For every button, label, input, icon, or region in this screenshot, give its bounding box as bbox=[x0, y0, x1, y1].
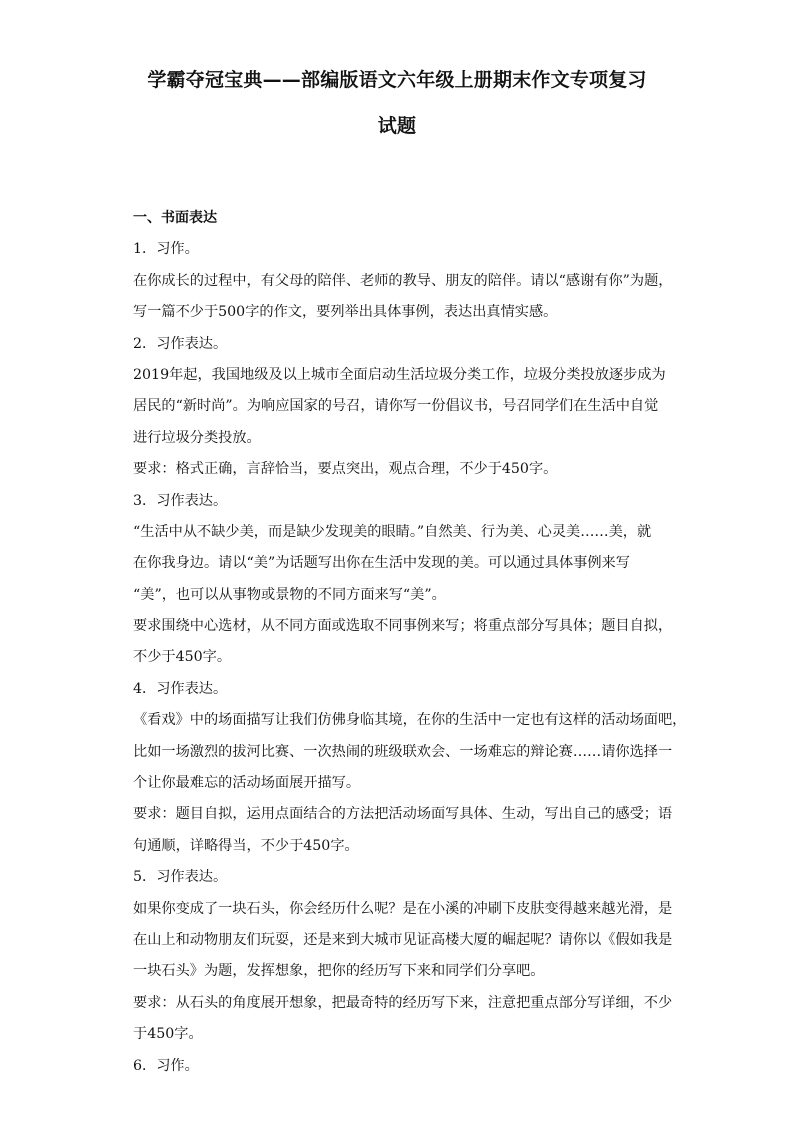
question-5-requirement: 要求：从石头的角度展开想象，把最奇特的经历写下来，注意把重点部分写详细，不少 bbox=[133, 994, 673, 1011]
question-1-label: 1．习作。 bbox=[133, 241, 199, 258]
question-4-requirement: 要求：题目自拟，运用点面结合的方法把活动场面写具体、生动，写出自己的感受；语 bbox=[133, 806, 673, 823]
question-3-text: “生活中从不缺少美，而是缺少发现美的眼睛。”自然美、行为美、心灵美……美，就 bbox=[133, 523, 652, 540]
question-5-text: 在山上和动物朋友们玩耍，还是来到大城市见证高楼大厦的崛起呢？请你以《假如我是 bbox=[133, 931, 673, 948]
document-body bbox=[133, 203, 687, 1082]
question-1-text: 在你成长的过程中，有父母的陪伴、老师的教导、朋友的陪伴。请以“感谢有你”为题， bbox=[133, 272, 673, 289]
question-3-label: 3．习作表达。 bbox=[133, 492, 228, 509]
question-2-text: 进行垃圾分类投放。 bbox=[133, 429, 261, 446]
question-3-requirement: 不少于450字。 bbox=[133, 649, 232, 666]
question-5-text: 如果你变成了一块石头，你会经历什么呢？是在小溪的冲刷下皮肤变得越来越光滑，是 bbox=[133, 900, 673, 917]
question-4-requirement: 句通顺，详略得当，不少于450字。 bbox=[133, 837, 359, 854]
question-2-text: 居民的“新时尚”。为响应国家的号召，请你写一份倡议书，号召同学们在生活中自觉 bbox=[133, 398, 659, 415]
document-title-line-2: 试题 bbox=[377, 115, 417, 137]
question-3-text: “美”，也可以从事物或景物的不同方面来写“美”。 bbox=[133, 586, 446, 603]
question-5-text: 一块石头》为题，发挥想象，把你的经历写下来和同学们分享吧。 bbox=[133, 963, 545, 980]
question-5-label: 5．习作表达。 bbox=[133, 869, 228, 886]
section-heading: 一、书面表达 bbox=[133, 210, 217, 226]
question-4-text: 比如一场激烈的拔河比赛、一次热闹的班级联欢会、一场难忘的辩论赛……请你选择一 bbox=[133, 743, 673, 760]
question-5-requirement: 于450字。 bbox=[133, 1026, 203, 1043]
question-2-text: 2019年起，我国地级及以上城市全面启动生活垃圾分类工作，垃圾分类投放逐步成为 bbox=[133, 366, 666, 383]
question-6-label: 6．习作。 bbox=[133, 1057, 199, 1074]
question-3-requirement: 要求围绕中心选材，从不同方面或选取不同事例来写；将重点部分写具体；题目自拟， bbox=[133, 618, 673, 635]
question-4-label: 4．习作表达。 bbox=[133, 680, 228, 697]
question-2-requirement: 要求：格式正确，言辞恰当，要点突出，观点合理，不少于450字。 bbox=[133, 461, 558, 478]
question-3-text: 在你我身边。请以“美”为话题写出你在生活中发现的美。可以通过具体事例来写 bbox=[133, 555, 630, 572]
question-4-text: 《看戏》中的场面描写让我们仿佛身临其境，在你的生活中一定也有这样的活动场面吧， bbox=[133, 712, 687, 729]
question-2-label: 2．习作表达。 bbox=[133, 335, 228, 352]
question-4-text: 个让你最难忘的活动场面展开描写。 bbox=[133, 775, 361, 792]
document-title-line-1: 学霸夺冠宝典——部编版语文六年级上册期末作文专项复习 bbox=[147, 69, 647, 91]
question-1-text: 写一篇不少于500字的作文，要列举出具体事例，表达出真情实感。 bbox=[133, 304, 558, 321]
